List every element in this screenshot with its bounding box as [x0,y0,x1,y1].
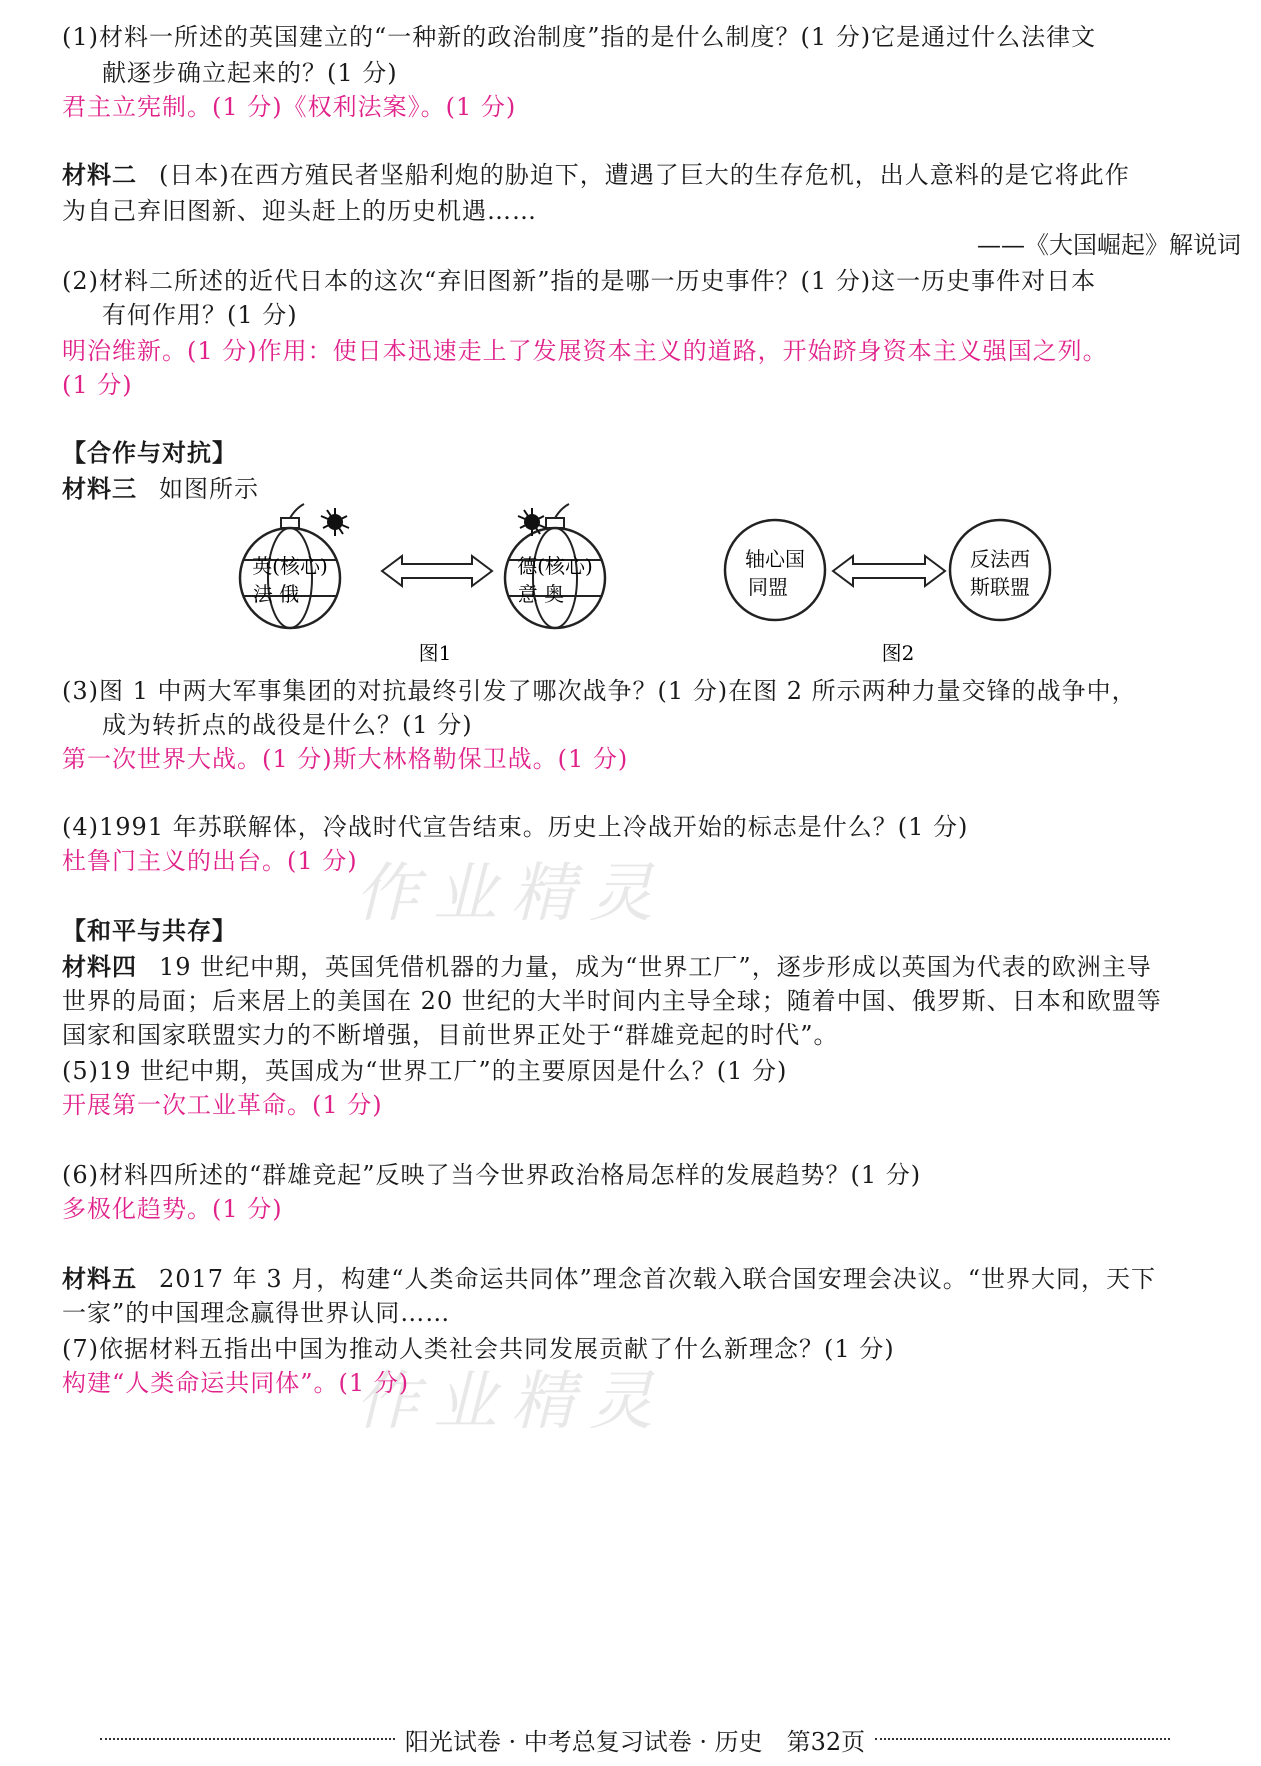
material-4-text-cont2: 国家和国家联盟实力的不断增强，目前世界正处于“群雄竞起的时代”。 [62,1021,839,1049]
material-2 [62,160,1130,190]
material-2-source: ——《大国崛起》解说词 [977,231,1241,259]
answer-6: 多极化趋势。(1 分) [62,1195,283,1223]
material-5-label: 材料五 [62,1265,137,1293]
answer-2: 明治维新。(1 分)作用：使日本迅速走上了发展资本主义的道路，开始跻身资本主义强国之列。 [62,337,1108,365]
footer-divider [100,1738,395,1740]
bomb-left-line1: 英(核心) [252,554,328,578]
answer-4: 杜鲁门主义的出台。(1 分) [62,847,358,875]
answer-1: 君主立宪制。(1 分)《权利法案》。(1 分) [62,93,517,121]
material-3-label: 材料三 [62,475,137,503]
question-5-text: (5)19 世纪中期，英国成为“世界工厂”的主要原因是什么？(1 分) [62,1057,788,1085]
page-footer [90,1724,1180,1754]
figure-1-caption: 图1 [418,641,452,665]
question-7-text: (7)依据材料五指出中国为推动人类社会共同发展贡献了什么新理念？(1 分) [62,1335,895,1363]
material-5 [62,1264,1156,1294]
material-5-text-cont: 一家”的中国理念赢得世界认同…… [62,1299,451,1327]
allies-line1: 反法西 [970,547,1030,571]
material-5-text: 2017 年 3 月，构建“人类命运共同体”理念首次载入联合国安理会决议。“世界大同，天下 [159,1265,1157,1293]
section-heading-peace: 【和平与共存】 [62,917,237,945]
bomb-right-line1: 德(核心) [517,554,593,578]
question-3-text-cont: 成为转折点的战役是什么？(1 分) [102,711,473,739]
footer-divider [875,1738,1170,1740]
allies-circle [950,520,1050,620]
material-4-text: 19 世纪中期，英国凭借机器的力量，成为“世界工厂”，逐步形成以英国为代表的欧洲主导 [159,953,1152,981]
material-2-label: 材料二 [62,161,137,189]
answer-7: 构建“人类命运共同体”。(1 分) [62,1369,410,1397]
material-2-text: (日本)在西方殖民者坚船利炮的胁迫下，遭遇了巨大的生存危机，出人意料的是它将此作 [159,161,1130,189]
question-3-text: (3)图 1 中两大军事集团的对抗最终引发了哪次战争？(1 分)在图 2 所示两种力量交锋的战争中， [62,677,1137,705]
answer-5: 开展第一次工业革命。(1 分) [62,1091,383,1119]
figure-diagram [0,500,1261,670]
watermark: 作业精灵 [355,1365,667,1439]
question-2-text: (2)材料二所述的近代日本的这次“弃旧图新”指的是哪一历史事件？(1 分)这一历史事件对日本 [62,267,1097,295]
answer-2-cont: (1 分) [62,371,133,399]
figure-2-caption: 图2 [881,641,915,665]
spark-icon [518,508,546,536]
spark-icon [321,508,349,536]
question-1-text-cont: 献逐步确立起来的？(1 分) [102,59,398,87]
bomb-left-line2: 法 俄 [252,582,300,606]
material-4 [62,952,1152,982]
allies-line2: 斯联盟 [970,575,1030,599]
bomb-right-line2: 意 奥 [517,582,565,606]
question-6-text: (6)材料四所述的“群雄竞起”反映了当今世界政治格局怎样的发展趋势？(1 分) [62,1161,922,1189]
axis-line2: 同盟 [748,575,788,599]
axis-powers-circle [725,520,825,620]
material-2-text-cont: 为自己弃旧图新、迎头赶上的历史机遇…… [62,197,537,225]
material-4-text-cont: 世界的局面；后来居上的美国在 20 世纪的大半时间内主导全球；随着中国、俄罗斯、日本和欧盟等 [62,987,1162,1015]
question-1-text: (1)材料一所述的英国建立的“一种新的政治制度”指的是什么制度？(1 分)它是通过什么法律文 [62,23,1097,51]
watermark: 作业精灵 [355,857,667,931]
double-arrow-icon [382,556,492,586]
axis-line1: 轴心国 [745,547,805,571]
footer-text: 阳光试卷 · 中考总复习试卷 · 历史 第32页 [404,1727,866,1756]
answer-3: 第一次世界大战。(1 分)斯大林格勒保卫战。(1 分) [62,745,629,773]
question-2-text-cont: 有何作用？(1 分) [102,301,298,329]
bomb-icon-entente [240,504,349,628]
material-3-text: 如图所示 [159,475,259,503]
section-heading-cooperation: 【合作与对抗】 [62,439,237,467]
bomb-icon-central-powers [505,504,605,628]
question-4-text: (4)1991 年苏联解体，冷战时代宣告结束。历史上冷战开始的标志是什么？(1 分) [62,813,969,841]
double-arrow-icon [833,556,945,586]
material-4-label: 材料四 [62,953,137,981]
